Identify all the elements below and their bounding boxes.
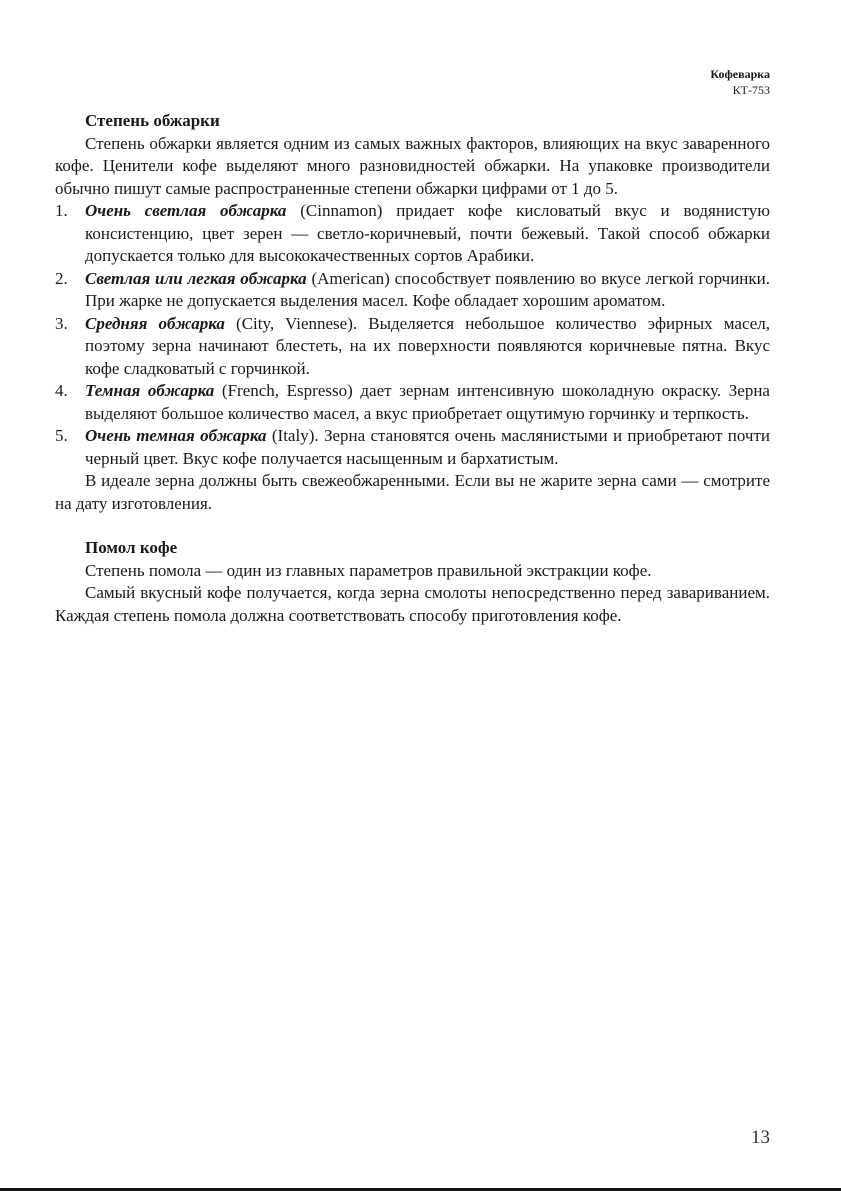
list-item-number: 1. (55, 201, 68, 220)
list-item-text: (Italy). Зерна становятся очень маслянистыми и приобретают почти черный цвет. Вкус кофе получается насыщенным и бархатистым. (85, 426, 770, 468)
list-item-number: 5. (55, 426, 68, 445)
list-item (55, 200, 770, 268)
product-model: КТ-753 (732, 83, 770, 97)
list-item-term: Средняя обжарка (85, 313, 225, 333)
list-item (55, 268, 770, 313)
grind-paragraph-2: Самый вкусный кофе получается, когда зерна смолоты непосредственно перед завариванием. Каждая степень помола должна соответствовать способу приготовления кофе. (55, 583, 770, 625)
product-name: Кофеварка (710, 67, 770, 81)
list-item-number: 4. (55, 381, 68, 400)
list-item-text: (French, Espresso) дает зернам интенсивную шоколадную окраску. Зерна выделяют большое количество масел, а вкус приобретает ощутимую горчинку и терпкость. (85, 381, 770, 423)
page-content (55, 110, 770, 627)
list-item-term: Темная обжарка (85, 381, 215, 400)
list-item-text: (City, Viennese). Выделяется небольшое количество эфирных масел, поэтому зерна начинают блестеть, на их поверхности появляются коричневые пятна. Вкус кофе сладковатый с горчинкой. (85, 313, 770, 378)
roast-outro-paragraph: В идеале зерна должны быть свежеобжаренными. Если вы не жарите зерна сами — смотрите на дату изготовления. (55, 471, 770, 513)
list-item-number: 3. (55, 313, 68, 333)
list-item-text: (Cinnamon) придает кофе кисловатый вкус и водянистую консистенцию, цвет зерен — светло-коричневый, почти бежевый. Такой способ обжарки допускается только для высококачественных сортов Арабики. (85, 201, 770, 265)
list-item-term: Светлая или легкая обжарка (85, 268, 307, 288)
list-item-term: Очень светлая обжарка (85, 201, 287, 220)
grind-section-title: Помол кофе (85, 538, 178, 557)
grind-paragraph-1: Степень помола — один из главных параметров правильной экстракции кофе. (85, 560, 652, 580)
list-item-term: Очень темная обжарка (85, 426, 267, 445)
page-number: 13 (751, 1127, 770, 1148)
list-item (55, 425, 770, 470)
page-header (710, 66, 770, 98)
list-item (55, 380, 770, 425)
list-item-text: (American) способствует появлению во вкусе легкой горчинки. При жарке не допускается выделения масел. Кофе обладает хорошим ароматом. (85, 268, 771, 310)
section-spacer (55, 515, 770, 537)
list-item (55, 313, 770, 381)
roast-section-title: Степень обжарки (85, 111, 220, 130)
list-item-number: 2. (55, 268, 68, 288)
roast-levels-list (55, 200, 770, 470)
roast-intro-paragraph: Степень обжарки является одним из самых важных факторов, влияющих на вкус заваренного кофе. Ценители кофе выделяют много разновидностей обжарки. На упаковке производители обычно пишут самые распространенные степени обжарки цифрами от 1 до 5. (55, 133, 770, 198)
